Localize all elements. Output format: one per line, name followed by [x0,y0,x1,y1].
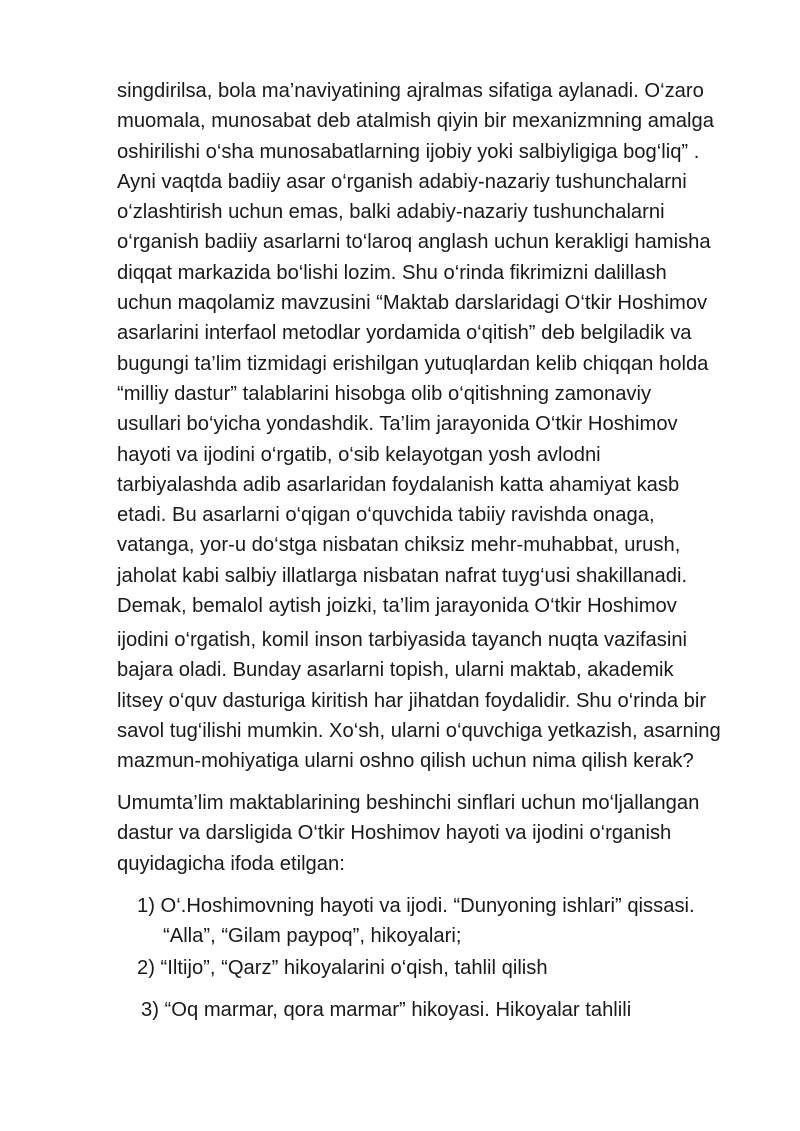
list-item-2: 2) “Iltijo”, “Qarz” hikoyalarini o‘qish, tahlil qilish [137,957,548,979]
paragraph-1 [117,76,747,621]
text-line: tarbiyalashda adib asarlaridan foydalanish katta ahamiyat kasb [117,473,680,496]
text-line: hayoti va ijodini o‘rgatib, o‘sib kelayotgan yosh avlodni [117,443,601,466]
text-line: savol tug‘ilishi mumkin. Xo‘sh, ularni o‘quvchiga yetkazish, asarning [117,719,721,742]
text-line: diqqat markazida bo‘lishi lozim. Shu o‘rinda fikrimizni dalillash [117,261,667,284]
text-line: asarlarini interfaol metodlar yordamida o‘qitish” deb belgiladik va [117,322,692,345]
text-line: dastur va darsligida O‘tkir Hoshimov hayoti va ijodini o‘rganish [117,822,672,845]
text-line: jaholat kabi salbiy illatlarga nisbatan nafrat tuyg‘usi shakillanadi. [117,564,688,587]
text-line: o‘zlashtirish uchun emas, balki adabiy-nazariy tushunchalarni [117,201,665,224]
text-line: Demak, bemalol aytish joizki, ta’lim jarayonida O‘tkir Hoshimov [117,595,677,618]
text-line: litsey o‘quv dasturiga kiritish har jihatdan foydalidir. Shu o‘rinda bir [117,689,707,712]
text-line: bajara oladi. Bunday asarlarni topish, ularni maktab, akademik [117,659,674,682]
text-line: oshirilishi o‘sha munosabatlarning ijobiy yoki salbiyligiga bog‘liq” . [117,140,700,163]
text-line: ijodini o‘rgatish, komil inson tarbiyasida tayanch nuqta vazifasini [117,629,688,651]
paragraph-3 [117,788,747,879]
text-line: etadi. Bu asarlarni o‘qigan o‘quvchida tabiiy ravishda onaga, [117,504,655,527]
text-line: Umumta’lim maktablarining beshinchi sinflari uchun mo‘ljallangan [117,792,700,814]
text-line: Ayni vaqtda badiiy asar o‘rganish adabiy-nazariy tushunchalarni [117,170,687,193]
text-line: usullari bo‘yicha yondashdik. Ta’lim jarayonida O‘tkir Hoshimov [117,413,678,436]
text-line: o‘rganish badiiy asarlarni to‘laroq anglash uchun kerakligi hamisha [117,231,711,254]
text-line: uchun maqolamiz mavzusini “Maktab darslaridagi O‘tkir Hoshimov [117,292,708,315]
text-line: bugungi ta’lim tizmidagi erishilgan yutuqlardan kelib chiqqan holda [117,352,709,375]
text-line: muomala, munosabat deb atalmish qiyin bir mexanizmning amalga [117,110,714,133]
text-line: quyidagicha ifoda etilgan: [117,852,345,875]
text-line: vatanga, yor-u do‘stga nisbatan chiksiz mehr-muhabbat, urush, [117,534,681,557]
list-item-3: 3) “Oq marmar, qora marmar” hikoyasi. Hikoyalar tahlili [141,999,632,1021]
text-line: “milliy dastur” talablarini hisobga olib o‘qitishning zamonaviy [117,382,652,405]
list-item-1: 1) O‘.Hoshimovning hayoti va ijodi. “Dunyoning ishlari” qissasi. [137,895,695,917]
text-line: singdirilsa, bola ma’naviyatining ajralmas sifatiga aylanadi. O‘zaro [117,80,704,102]
list-item-1-continuation: “Alla”, “Gilam paypoq”, hikoyalari; [163,925,462,947]
text-line: mazmun-mohiyatiga ularni oshno qilish uchun nima qilish kerak? [117,750,694,773]
paragraph-2 [117,625,747,776]
